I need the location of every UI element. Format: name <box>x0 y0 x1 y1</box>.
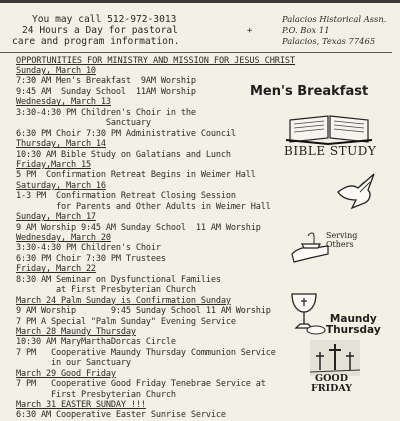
schedule-line-text: 7 PM Cooperative Maundy Thursday Communion Service <box>16 347 276 358</box>
schedule-line <box>16 285 388 295</box>
address-line: Palacios Historical Assn. <box>282 14 387 24</box>
section-title: OPPORTUNITIES FOR MINISTRY AND MISSION FOR JESUS CHRIST <box>16 56 296 66</box>
schedule-line-text: 3:30-4:30 PM Children's Choir in the <box>16 107 196 118</box>
open-bible-icon <box>284 112 374 144</box>
address-line: Palacios, Texas 77465 <box>282 36 376 46</box>
schedule-line-text: 7:30 AM Men's Breakfast 9AM Worship <box>16 76 196 87</box>
bible-study-art: BIBLE STUDY <box>284 144 377 158</box>
schedule-line <box>16 202 388 212</box>
schedule-line-text: Friday, March 22 <box>16 264 96 275</box>
plus-mark: + <box>247 26 253 36</box>
schedule-line-text: 3:30-4:30 PM Children's Choir <box>16 243 161 254</box>
friday-label: FRIDAY <box>311 383 353 394</box>
schedule-line-text: 9 AM Worship 9:45 AM Sunday School 11 AM Worship <box>16 222 261 233</box>
dove-icon <box>334 168 378 212</box>
schedule-line-text: at First Presbyterian Church <box>16 285 196 296</box>
schedule-line <box>16 191 388 201</box>
schedule-line-text: Sunday, March 10 <box>16 66 96 76</box>
pastoral-call-notice <box>10 14 240 47</box>
mens-breakfast-art: Men's Breakfast <box>250 84 369 99</box>
schedule-line-text: for Parents and Other Adults in Weimer Hall <box>16 201 271 212</box>
schedule-line-text: 9:45 AM Sunday School 11AM Worship <box>16 86 196 97</box>
schedule-line <box>16 275 388 285</box>
schedule-line <box>16 254 388 264</box>
schedule-line-text: March 24 Palm Sunday is Confirmation Sunday <box>16 295 231 306</box>
maundy-thursday-art <box>326 314 381 336</box>
schedule-date-heading <box>16 212 388 222</box>
address-stamp <box>282 14 386 47</box>
schedule-line-text: First Presbyterian Church <box>16 389 176 400</box>
three-crosses-icon <box>310 340 360 376</box>
call-line: You may call 512-972-3013 <box>32 14 177 25</box>
schedule-line-text: Saturday, March 16 <box>16 180 106 191</box>
schedule-line <box>16 410 388 420</box>
schedule-line-text: 6:30 PM Choir 7:30 PM Trustees <box>16 253 166 264</box>
schedule-date-heading <box>16 181 388 191</box>
schedule-line-text: March 28 Maundy Thursday <box>16 326 136 337</box>
address-line: P.O. Box 11 <box>282 25 330 35</box>
schedule-line-text: Sanctuary <box>16 118 151 129</box>
schedule-date-heading <box>16 160 388 170</box>
good-label: GOOD <box>315 373 348 384</box>
schedule-line-text: Thursday, March 14 <box>16 139 106 150</box>
schedule-date-heading <box>16 296 388 306</box>
good-friday-art <box>311 374 352 394</box>
schedule-line-text: 10:30 AM MaryMarthaDorcas Circle <box>16 337 176 348</box>
schedule-line-text: 6:30 AM Cooperative Easter Sunrise Service <box>16 410 226 421</box>
schedule-line-text: Friday,March 15 <box>16 159 91 170</box>
call-line: 24 Hours a Day for pastoral <box>22 25 178 36</box>
schedule-line-text: 10:30 AM Bible Study on Galatians and Lunch <box>16 149 231 160</box>
schedule-line-text: 7 PM Cooperative Good Friday Tenebrae Service at <box>16 379 266 390</box>
schedule-line-text: 1-3 PM Confirmation Retreat Closing Session <box>16 191 236 202</box>
schedule-line-text: 6:30 PM Choir 7:30 PM Administrative Council <box>16 128 236 139</box>
call-line: care and program information. <box>12 36 180 47</box>
serving-others-art <box>326 231 357 249</box>
thursday-label: Thursday <box>326 324 381 336</box>
top-rule <box>0 0 400 3</box>
maundy-label: Maundy <box>329 313 377 325</box>
schedule-line <box>16 170 388 180</box>
schedule-date-heading <box>16 400 388 410</box>
schedule-line-text: 9 AM Worship 9:45 Sunday School 11 AM Worship <box>16 306 271 317</box>
chalice-bread-icon <box>286 288 326 336</box>
schedule-line-text: Wednesday, March 20 <box>16 233 111 243</box>
schedule-line-text: 7 PM A Special "Palm Sunday" Evening Service <box>16 316 236 327</box>
serving-label: Serving <box>326 231 358 240</box>
schedule-line-text: 5 PM Confirmation Retreat Begins in Weimer Hall <box>16 170 256 181</box>
schedule-line-text: March 31 EASTER SUNDAY !!! <box>16 400 146 410</box>
schedule-date-heading <box>16 264 388 274</box>
schedule-line-text: March 29 Good Friday <box>16 368 116 379</box>
schedule-date-heading <box>16 66 388 76</box>
schedule-line-text: in our Sanctuary <box>16 358 131 369</box>
schedule-line-text: Sunday, March 17 <box>16 212 96 223</box>
schedule-line-text: 8:30 AM Seminar on Dysfunctional Families <box>16 274 221 285</box>
others-label: Others <box>326 240 354 249</box>
section-rule <box>0 52 392 53</box>
schedule-line-text: Wednesday, March 13 <box>16 97 111 108</box>
